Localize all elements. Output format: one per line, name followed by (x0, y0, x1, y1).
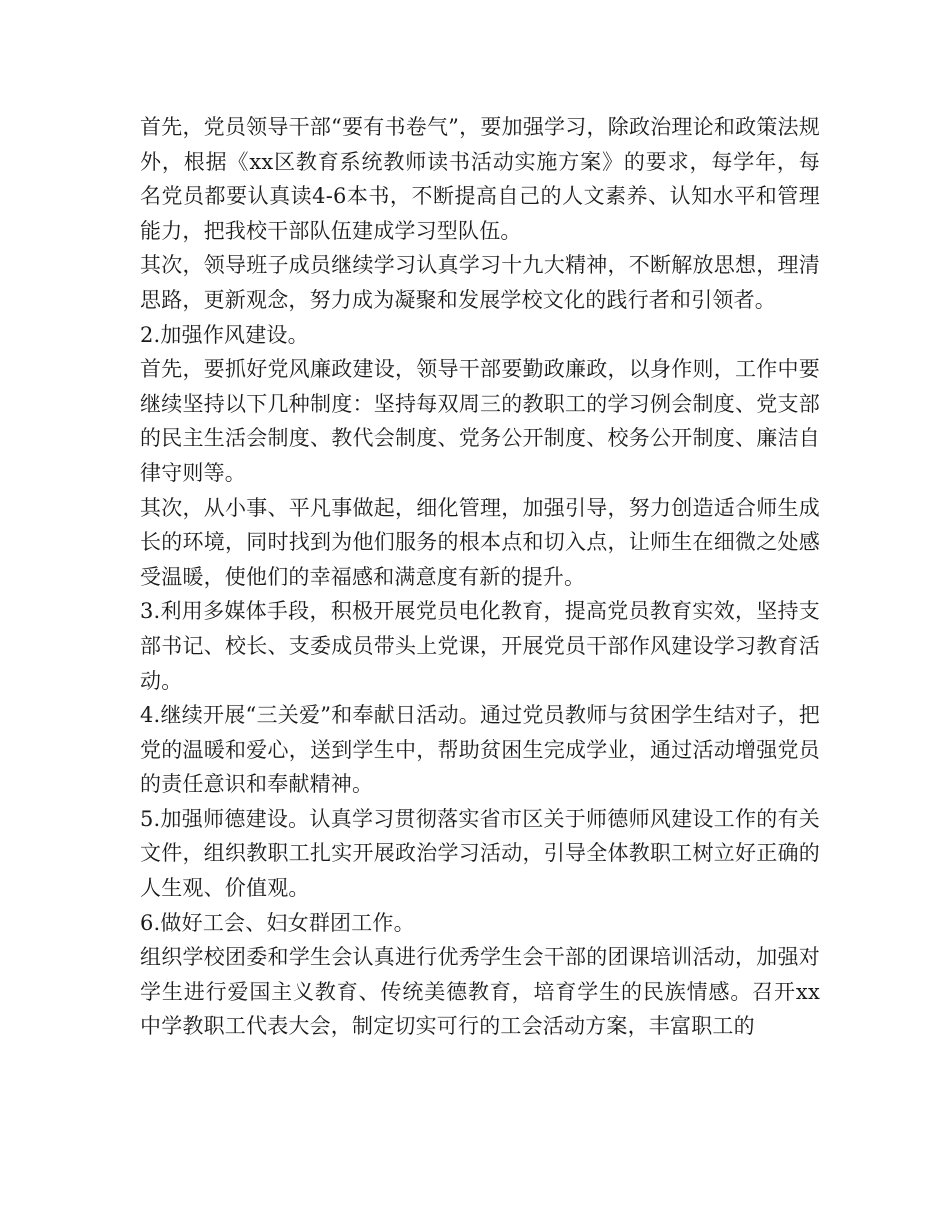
section-item-3: 3.利用多媒体手段，积极开展党员电化教育，提高党员教育实效，坚持支部书记、校长、支委成员带头上党课，开展党员干部作风建设学习教育活动。 (140, 599, 820, 693)
section-item-4: 4.继续开展“三关爱”和奉献日活动。通过党员教师与贫困学生结对子，把党的温暖和爱心，送到学生中，帮助贫困生完成学业，通过活动增强党员的责任意识和奉献精神。 (140, 703, 820, 797)
section-item-5: 5.加强师德建设。认真学习贯彻落实省市区关于师德师风建设工作的有关文件，组织教职工扎实开展政治学习活动，引导全体教职工树立好正确的人生观、价值观。 (140, 806, 820, 901)
paragraph-5: 组织学校团委和学生会认真进行优秀学生会干部的团课培训活动，加强对学生进行爱国主义教育、传统美德教育，培育学生的民族情感。召开xx中学教职工代表大会，制定切实可行的工会活动方案，丰富职工的 (140, 945, 820, 1039)
section-heading-6: 6.做好工会、妇女群团工作。 (140, 910, 415, 935)
paragraph-3: 首先，要抓好党风廉政建设，领导干部要勤政廉政，以身作则，工作中要继续坚持以下几种制度：坚持每双周三的教职工的学习例会制度、党支部的民主生活会制度、教代会制度、党务公开制度、校务公开制度、廉洁自律守则等。 (140, 357, 820, 485)
section-heading-2: 2.加强作风建设。 (140, 322, 309, 347)
paragraph-4: 其次，从小事、平凡事做起，细化管理，加强引导，努力创造适合师生成长的环境，同时找到为他们服务的根本点和切入点，让师生在细微之处感受温暖，使他们的幸福感和满意度有新的提升。 (140, 495, 820, 589)
paragraph-2: 其次，领导班子成员继续学习认真学习十九大精神，不断解放思想，理清思路，更新观念，努力成为凝聚和发展学校文化的践行者和引领者。 (140, 253, 820, 312)
document-body (140, 110, 820, 1044)
paragraph-1: 首先，党员领导干部“要有书卷气”，要加强学习，除政治理论和政策法规外，根据《xx区教育系统教师读书活动实施方案》的要求，每学年，每名党员都要认真读4-6本书，不断提高自己的人文素养、认知水平和管理能力，把我校干部队伍建成学习型队伍。 (140, 115, 820, 243)
